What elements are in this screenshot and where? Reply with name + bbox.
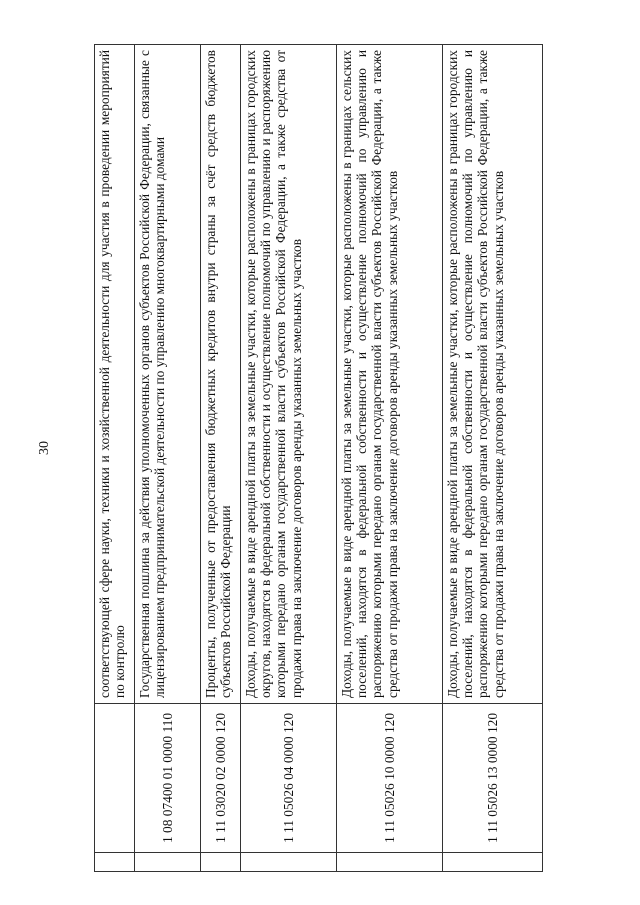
income-codes-table <box>94 44 543 872</box>
code-cell: 1 11 05026 10 0000 120 <box>337 704 443 853</box>
left-cell <box>443 853 543 872</box>
left-cell <box>241 853 337 872</box>
table-row <box>201 45 241 872</box>
page-number: 30 <box>37 441 52 455</box>
code-cell <box>95 704 135 853</box>
rotated-table-container <box>94 44 574 872</box>
code-cell: 1 11 05026 13 0000 120 <box>443 704 543 853</box>
code-cell: 1 08 07400 01 0000 110 <box>135 704 201 853</box>
left-cell <box>135 853 201 872</box>
description-cell: Доходы, получаемые в виде арендной платы за земельные участки, которые расположены в границах сельских поселений, находятся в федеральной собственности и осуществление полномочий по управлению и распоряжению которыми передано органам государственной власти субъектов Российской Федерации, а также средства от продажи права на заключение договоров аренды указанных земельных участков <box>337 45 443 704</box>
table-row <box>95 45 135 872</box>
code-cell: 1 11 03020 02 0000 120 <box>201 704 241 853</box>
left-cell <box>337 853 443 872</box>
description-cell: Доходы, получаемые в виде арендной платы за земельные участки, которые расположены в границах городских округов, находятся в федеральной собственности и осуществление полномочий по управлению и распоряжению которыми передано органам государственной власти субъектов Российской Федерации, а также средства от продажи права на заключение договоров аренды указанных земельных участков <box>241 45 337 704</box>
description-cell: Доходы, получаемые в виде арендной платы за земельные участки, которые расположены в границах городских поселений, находятся в федеральной собственности и осуществление полномочий по управлению и распоряжению которыми передано органам государственной власти субъектов Российской Федерации, а также средства от продажи права на заключение договоров аренды указанных земельных участков <box>443 45 543 704</box>
table-row <box>135 45 201 872</box>
description-cell: Проценты, полученные от предоставления бюджетных кредитов внутри страны за счёт средств бюджетов субъектов Российской Федерации <box>201 45 241 704</box>
code-cell: 1 11 05026 04 0000 120 <box>241 704 337 853</box>
left-cell <box>95 853 135 872</box>
table-row <box>337 45 443 872</box>
table-row <box>241 45 337 872</box>
description-cell: Государственная пошлина за действия уполномоченных органов субъектов Российской Федерации, связанные с лицензированием предпринимательской деятельности по управлению многоквартирными домами <box>135 45 201 704</box>
left-cell <box>201 853 241 872</box>
table-row <box>443 45 543 872</box>
description-cell: соответствующей сфере науки, техники и хозяйственной деятельности для участия в проведении мероприятий по контролю <box>95 45 135 704</box>
